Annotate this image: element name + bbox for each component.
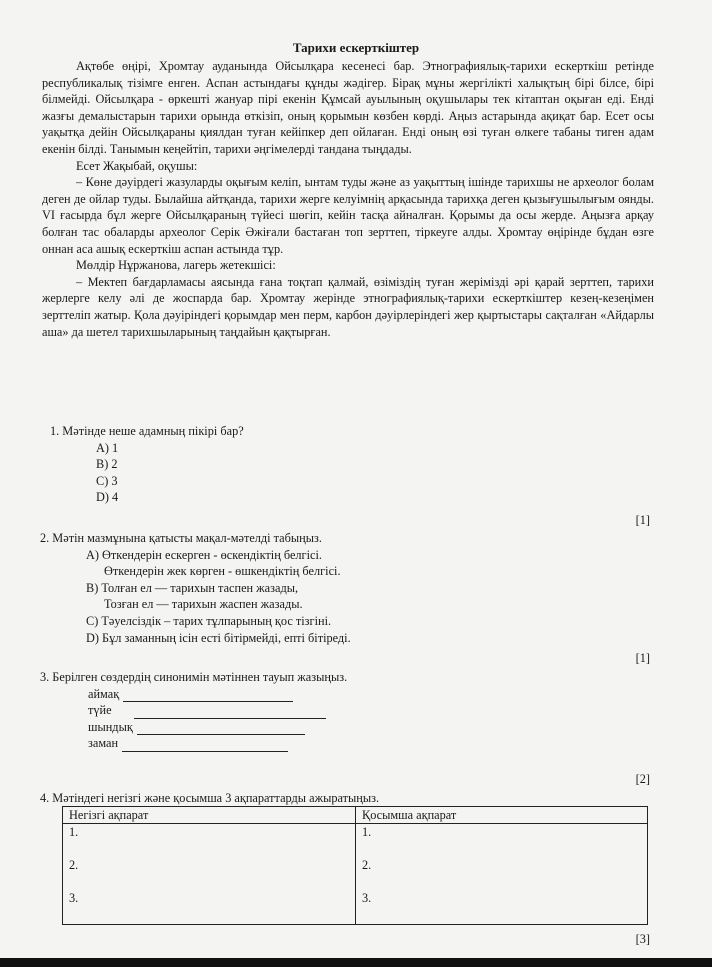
q3-word-1: аймақ [88, 686, 120, 701]
main-info-cell[interactable] [63, 824, 356, 925]
q3-row-3 [88, 719, 347, 736]
q2-option-a-line2: Өткендерін жек көрген - өшкендіктің белгісі. [104, 564, 341, 579]
q1-option-b: B) 2 [96, 457, 118, 472]
header-extra-info: Қосымша ақпарат [356, 807, 648, 824]
extra-row-1: 1. [362, 825, 372, 839]
q1-option-d: D) 4 [96, 490, 119, 505]
paragraph-intro: Ақтөбе өңірі, Хромтау ауданында Ойсылқара кесенесі бар. Этнографиялық-тарихи ескерткіш ретінде республикалық тізімге енген. Аспан астындағы құнды жәдігер. Бірақ мұны жергілікті халықтың бірі білсе, бірі білмейді. Ойсылқара - өркешті жануар пірі екенін Құмсай ауылының оқушылары тек кітаптан оқыған еді. Енді жазғы демалыстарын тарихи орында өткізіп, оның қорымын көзбен көрді. Аңыз астарында ақиқат бар. Есет осы уақытқа дейін Ойсылқараны қиялдан туған кейіпкер деп ойлаған. Енді оның өзі туған өлкеге табаны тиген адам екенін білді. Танымын кеңейтіп, тарихи әңгімелерді тандана тыңдады. [42, 59, 654, 156]
q3-mark: [2] [635, 772, 650, 786]
q3-word-4: заман [88, 736, 119, 751]
speaker-1: Есет Жақыбай, оқушы: [76, 158, 198, 173]
q3-answer-1[interactable] [123, 689, 293, 702]
question-3 [40, 669, 347, 752]
q4-mark: [3] [635, 932, 650, 946]
q1-option-c: C) 3 [96, 473, 118, 488]
question-1 [50, 423, 244, 506]
bottom-edge [0, 958, 712, 967]
extra-row-3: 3. [362, 891, 372, 905]
main-row-3: 3. [69, 891, 79, 905]
q2-mark: [1] [635, 651, 650, 665]
q3-row-2 [88, 702, 347, 719]
q1-option-a: A) 1 [96, 440, 119, 455]
q3-answer-3[interactable] [137, 722, 305, 735]
q3-answer-2[interactable] [134, 706, 326, 719]
question-3-text: 3. Берілген сөздердің синонимін мәтіннен тауып жазыңыз. [40, 670, 348, 684]
info-table [62, 806, 648, 925]
question-4-text: 4. Мәтіндегі негізгі және қосымша 3 ақпараттарды ажыратыңыз. [40, 791, 380, 805]
quote-1: – Көне дәуірдегі жазуларды оқығым келіп, ынтам туды және аз уақыттың ішінде тарихшы не археолог болам деген де ойлар туды. Былайша айтқанда, тарихи жерге келуімнің арқасында тарихқа деген қызығушылығым оянды. VI ғасырда бұл жерге Ойсылқараның түйесі шөгіп, кейін тасқа айналған. Қорымы да осы жерде. Аңызға арқау болған тас обаларды археолог Серік Әжіғали бастаған топ зерттеп, тіркеуге алды. Хромтау өңірінде бұдан өзге оннан аса ашық ескерткіш аспан астында тұр. [42, 175, 654, 256]
q3-word-2: түйе [88, 703, 112, 718]
main-row-1: 1. [69, 825, 79, 839]
q3-row-1 [88, 686, 347, 703]
q3-word-3: шындық [88, 719, 133, 734]
q2-option-a: A) Өткендерін ескерген - өскендіктің белгісі. [86, 547, 322, 562]
quote-2: – Мектеп бағдарламасы аясында ғана тоқтап қалмай, өзіміздің туған жерімізді әрі қарай зерттеп, тарихи жерлерге келу әлі де жоспарда бар. Хромтау жерінде этнографиялық-тарихи ескерткіштер кезең-кезеңімен зерттеліп жатыр. Қола дәуіріндегі қорымдар мен перм, карбон дәуірлеріндегі жер қыртыстары сақталған «Айдарлы аша» да шетел тарихшыларының таңдайын қақтырған. [42, 274, 654, 339]
q2-option-d: D) Бұл заманның ісін есті бітірмейді, епті бітіреді. [86, 630, 351, 645]
reading-text [42, 58, 654, 340]
extra-info-cell[interactable] [356, 824, 648, 925]
q2-option-c: C) Тәуелсіздік – тарих тұлпарының қос тізгіні. [86, 613, 332, 628]
q3-answer-4[interactable] [122, 739, 288, 752]
question-1-text: 1. Мәтінде неше адамның пікірі бар? [50, 424, 244, 438]
q3-row-4 [88, 735, 347, 752]
question-2 [40, 530, 351, 646]
question-4 [40, 790, 379, 807]
q2-option-b-line2: Тозған ел — тарихын жаспен жазады. [104, 597, 303, 612]
q1-mark: [1] [635, 513, 650, 527]
page-title: Тарихи ескерткіштер [292, 40, 420, 55]
extra-row-2: 2. [362, 858, 372, 872]
q2-option-b: B) Толған ел — тарихын таспен жазады, [86, 580, 299, 595]
main-row-2: 2. [69, 858, 79, 872]
header-main-info: Негізгі ақпарат [63, 807, 356, 824]
question-2-text: 2. Мәтін мазмұнына қатысты мақал-мәтелді табыңыз. [40, 531, 322, 545]
speaker-2: Мөлдір Нұржанова, лагерь жетекшісі: [76, 258, 276, 273]
